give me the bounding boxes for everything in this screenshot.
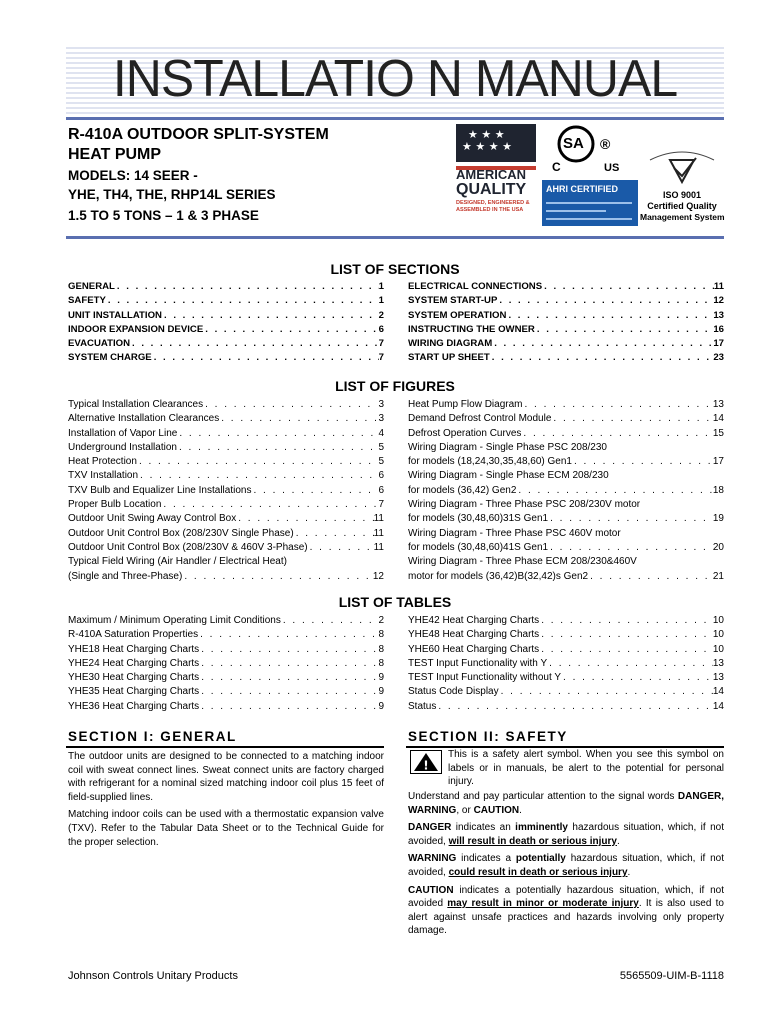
section-entry-label: SAFETY	[68, 295, 106, 307]
general-paragraph: The outdoor units are designed to be connected to a matching indoor coil with sweat connect lines. Sweat connect units are factory charged with refrigerant for a nominal sized matching indoor coil plus 15 feet of field-supplied lines.	[68, 751, 384, 803]
dot-leader	[199, 643, 378, 657]
table-entry-label: YHE36 Heat Charging Charts	[68, 700, 200, 712]
section-entry-page: 7	[378, 352, 384, 364]
section-entry	[408, 323, 724, 337]
tables-right-list	[408, 614, 724, 714]
dot-leader	[198, 628, 378, 642]
dot-leader	[219, 412, 378, 426]
figure-entry	[68, 570, 384, 584]
figure-entry	[68, 412, 384, 426]
danger-text: .	[616, 835, 620, 847]
title-banner	[66, 44, 724, 114]
table-entry-page: 9	[378, 686, 384, 698]
figure-entry-page: 12	[372, 570, 384, 582]
section-entry-page: 11	[713, 281, 724, 292]
figure-entry-page: 11	[373, 527, 384, 539]
svg-text:!: !	[423, 758, 429, 773]
signal-caution: CAUTION	[473, 804, 520, 816]
table-entry-page: 2	[378, 615, 384, 626]
danger-text: hazardous situation, which, if not avoided,	[408, 822, 724, 847]
figure-entry-label: (Single and Three-Phase)	[68, 570, 183, 582]
manual-title: INSTALLATIO N MANUAL	[112, 50, 678, 108]
dot-leader	[542, 280, 714, 294]
section-entry	[408, 294, 724, 308]
table-entry	[68, 657, 384, 671]
figure-entry-label: TXV Installation	[68, 470, 139, 482]
figure-entry-page: 15	[712, 427, 724, 439]
dot-leader	[548, 512, 713, 526]
csa-c-mark: C	[552, 160, 561, 174]
table-entry	[68, 614, 384, 628]
section-entry-page: 1	[378, 281, 384, 292]
figure-entry-page: 3	[378, 399, 384, 410]
iso-line2: Certified Quality	[647, 201, 717, 211]
figure-entry-page: 6	[378, 484, 384, 496]
dot-leader	[199, 671, 378, 685]
figure-entry-page: 17	[712, 456, 724, 468]
dot-leader	[203, 398, 378, 412]
section-entry-page: 16	[713, 323, 724, 335]
danger-emphasis: imminently	[515, 822, 568, 834]
header-bottom-rule	[66, 236, 724, 239]
section-entry-label: INSTRUCTING THE OWNER	[408, 323, 535, 335]
figure-entry-label: for models (36,42) Gen2	[408, 484, 517, 496]
table-entry-label: TEST Input Functionality without Y	[408, 672, 562, 684]
dot-leader	[436, 700, 713, 714]
dot-leader	[137, 455, 379, 469]
table-entry-label: Status	[408, 700, 437, 712]
section-entry-page: 7	[378, 338, 384, 350]
warning-text: indicates a	[456, 853, 516, 865]
csa-logo	[546, 124, 626, 174]
csa-registered-mark: ®	[600, 136, 611, 152]
figure-entry	[68, 512, 384, 526]
table-entry-page: 10	[712, 643, 724, 655]
figure-entry-label: motor for models (36,42)B(32,42)s Gen2	[408, 570, 589, 582]
dot-leader	[152, 351, 379, 365]
dot-leader	[162, 309, 379, 323]
dot-leader	[130, 337, 379, 351]
ahri-certified-logo	[542, 180, 638, 226]
section-general-body	[68, 750, 384, 853]
signal-comma: ,	[721, 791, 724, 802]
figure-entry-page: 6	[378, 470, 384, 482]
dot-leader	[497, 294, 713, 308]
caution-text: . It is also used to alert against unsafe practices and hazards involving only property damage.	[408, 898, 724, 937]
section-entry-label: SYSTEM OPERATION	[408, 309, 507, 321]
list-of-sections-title: LIST OF SECTIONS	[330, 261, 460, 277]
figure-entry-label: Outdoor Unit Control Box (208/230V & 460V 3-Phase)	[68, 541, 308, 553]
dot-leader	[182, 570, 373, 584]
dot-leader	[506, 309, 713, 323]
dot-leader	[490, 351, 714, 365]
figures-right-list	[408, 398, 724, 584]
table-entry-page: 8	[378, 643, 384, 655]
table-entry-page: 14	[712, 686, 724, 698]
figure-entry	[408, 398, 724, 412]
table-entry	[408, 657, 724, 671]
table-entry-page: 13	[712, 657, 724, 669]
dot-leader	[588, 570, 713, 584]
section-entry	[408, 337, 724, 351]
dot-leader	[551, 412, 712, 426]
table-entry-page: 10	[712, 629, 724, 641]
figure-entry-line: Typical Field Wiring (Air Handler / Electrical Heat)	[68, 556, 287, 568]
list-of-figures-title: LIST OF FIGURES	[335, 378, 455, 394]
dot-leader	[115, 280, 379, 294]
section-entry-label: EVACUATION	[68, 338, 131, 350]
caution-consequence: may result in minor or moderate injury	[447, 898, 639, 910]
table-entry-page: 9	[378, 672, 384, 684]
series-line: YHE, TH4, THE, RHP14L SERIES	[68, 187, 276, 202]
table-entry	[68, 685, 384, 699]
iso-9001-logo	[640, 150, 724, 230]
dot-leader	[106, 294, 379, 308]
dot-leader	[199, 657, 378, 671]
dot-leader	[251, 484, 378, 498]
section-entry-label: WIRING DIAGRAM	[408, 338, 493, 350]
figure-entry-label: Installation of Vapor Line	[68, 427, 178, 439]
dot-leader	[281, 614, 379, 628]
figure-entry	[68, 455, 384, 469]
dot-leader	[138, 469, 378, 483]
dot-leader	[572, 455, 713, 469]
figure-entry-page: 14	[712, 413, 724, 425]
table-entry-label: YHE35 Heat Charging Charts	[68, 686, 200, 698]
figure-entry-line: Wiring Diagram - Three Phase ECM 208/230&460V	[408, 556, 637, 568]
section-general-rule	[66, 746, 384, 748]
dot-leader	[177, 441, 378, 455]
figure-entry-label: Underground Installation	[68, 441, 177, 453]
signal-end: .	[519, 804, 522, 816]
table-entry-page: 13	[712, 672, 724, 684]
table-entry	[408, 671, 724, 685]
figure-entry-page: 13	[712, 399, 724, 410]
figure-entry-label: Heat Protection	[68, 456, 137, 468]
figure-entry	[68, 527, 384, 541]
figure-entry-page: 21	[712, 570, 724, 582]
figure-entry-label: Alternative Installation Clearances	[68, 413, 220, 425]
section-entry	[408, 351, 724, 365]
figure-entry-line: Wiring Diagram - Single Phase ECM 208/230	[408, 470, 609, 482]
section-entry-label: INDOOR EXPANSION DEVICE	[68, 323, 204, 335]
signal-or: , or	[456, 804, 474, 816]
ahri-stripe	[546, 218, 632, 220]
figure-entry-label: for models (18,24,30,35,48,60) Gen1	[408, 456, 572, 468]
dot-leader	[548, 541, 713, 555]
figure-entry-page: 20	[712, 541, 724, 553]
figure-entry	[68, 441, 384, 455]
dot-leader	[539, 643, 713, 657]
figure-entry-page: 3	[378, 413, 384, 425]
table-entry-label: YHE24 Heat Charging Charts	[68, 657, 200, 669]
dot-leader	[177, 427, 378, 441]
table-entry-label: YHE42 Heat Charging Charts	[408, 615, 540, 626]
table-entry-page: 14	[712, 700, 724, 712]
dot-leader	[547, 657, 713, 671]
table-entry-page: 10	[712, 615, 724, 626]
table-entry	[408, 643, 724, 657]
figure-entry-label: TXV Bulb and Equalizer Line Installations	[68, 484, 252, 496]
dot-leader	[522, 398, 712, 412]
caution-paragraph	[408, 884, 724, 938]
dot-leader	[539, 614, 713, 628]
sections-left-list	[68, 280, 384, 366]
table-entry	[68, 628, 384, 642]
table-entry	[68, 671, 384, 685]
warning-text: .	[627, 866, 631, 878]
figure-entry-page: 11	[373, 541, 384, 553]
figure-entry-page: 7	[378, 499, 384, 511]
dot-leader	[199, 700, 378, 714]
american-quality-tagline2: ASSEMBLED IN THE USA	[456, 207, 524, 213]
warning-consequence: could result in death or serious injury	[448, 866, 628, 878]
figure-entry-line: Wiring Diagram - Single Phase PSC 208/230	[408, 441, 607, 453]
safety-alert-text: This is a safety alert symbol. When you see this symbol on labels or in manuals, be alert to the potential for personal injury.	[448, 749, 724, 788]
signal-danger: DANGER	[677, 791, 722, 802]
models-line: MODELS: 14 SEER -	[68, 168, 198, 183]
danger-word: DANGER	[408, 822, 452, 834]
header-top-rule	[66, 117, 724, 120]
section-entry-label: UNIT INSTALLATION	[68, 309, 162, 321]
table-entry	[408, 614, 724, 628]
table-entry-label: YHE60 Heat Charging Charts	[408, 643, 540, 655]
footer-document-number: 5565509-UIM-B-1118	[619, 970, 724, 982]
section-entry-label: ELECTRICAL CONNECTIONS	[408, 281, 543, 292]
dot-leader	[561, 671, 713, 685]
american-quality-line2: QUALITY	[456, 181, 527, 198]
figure-entry	[408, 484, 724, 498]
figure-entry-page: 11	[373, 513, 384, 525]
section-entry-label: SYSTEM CHARGE	[68, 352, 152, 364]
section-general-heading: SECTION I: GENERAL	[68, 729, 237, 744]
section-entry	[68, 294, 384, 308]
figure-entry-label: Defrost Operation Curves	[408, 427, 522, 439]
dot-leader	[516, 484, 712, 498]
figure-entry-page: 5	[378, 456, 384, 468]
iso-line3: Management System	[640, 212, 725, 222]
figure-entry-label: Heat Pump Flow Diagram	[408, 399, 523, 410]
table-entry-label: TEST Input Functionality with Y	[408, 657, 548, 669]
ahri-stripe	[546, 202, 632, 204]
section-entry	[68, 280, 384, 294]
tons-line: 1.5 TO 5 TONS – 1 & 3 PHASE	[68, 208, 259, 223]
danger-text: indicates an	[451, 822, 516, 834]
section-entry-page: 17	[713, 338, 724, 350]
figure-entry-line: Wiring Diagram - Three Phase PSC 460V motor	[408, 527, 621, 539]
danger-consequence: will result in death or serious injury	[448, 835, 617, 847]
dot-leader	[161, 498, 378, 512]
american-quality-tagline1: DESIGNED, ENGINEERED &	[456, 200, 530, 206]
table-entry	[408, 685, 724, 699]
table-entry-label: YHE30 Heat Charging Charts	[68, 672, 200, 684]
figure-entry-page: 5	[378, 441, 384, 453]
figure-entry	[68, 541, 384, 555]
signal-words-paragraph	[408, 790, 724, 817]
figure-entry-label: Demand Defrost Control Module	[408, 413, 552, 425]
svg-text:★ ★ ★ ★: ★ ★ ★ ★	[462, 140, 512, 153]
section-entry	[408, 280, 724, 294]
table-entry	[408, 700, 724, 714]
dot-leader	[236, 512, 373, 526]
section-entry-page: 23	[713, 352, 724, 364]
table-entry-page: 8	[378, 657, 384, 669]
section-entry-page: 2	[378, 309, 384, 321]
dot-leader	[308, 541, 374, 555]
sections-right-list	[408, 280, 724, 366]
warning-word: WARNING	[408, 853, 457, 865]
caution-word: CAUTION	[408, 884, 454, 896]
signal-intro: Understand and pay particular attention to the signal words	[408, 791, 678, 802]
table-entry-label: YHE18 Heat Charging Charts	[68, 643, 200, 655]
figure-entry-line: Wiring Diagram - Three Phase PSC 208/230V motor	[408, 499, 641, 511]
dot-leader	[203, 323, 378, 337]
footer-company: Johnson Controls Unitary Products	[68, 970, 238, 982]
warning-paragraph	[408, 852, 724, 879]
danger-paragraph	[408, 821, 724, 848]
section-entry-label: SYSTEM START-UP	[408, 295, 498, 307]
section-entry-page: 1	[378, 295, 384, 307]
list-of-tables-title: LIST OF TABLES	[338, 594, 452, 610]
table-entry-label: YHE48 Heat Charging Charts	[408, 629, 540, 641]
warning-emphasis: potentially	[515, 853, 566, 865]
section-entry	[68, 323, 384, 337]
figure-entry	[68, 398, 384, 412]
table-entry-label: Status Code Display	[408, 686, 499, 698]
signal-warning: WARNING	[408, 804, 457, 816]
figure-entry	[408, 455, 724, 469]
csa-us-mark: US	[604, 162, 620, 174]
section-entry	[68, 309, 384, 323]
section-entry-page: 6	[378, 323, 384, 335]
section-entry-label: GENERAL	[68, 281, 115, 292]
iso-line1: ISO 9001	[662, 190, 702, 200]
american-quality-line1: AMERICAN	[456, 167, 527, 182]
dot-leader	[199, 685, 378, 699]
figure-entry	[408, 541, 724, 555]
figure-entry	[68, 498, 384, 512]
dot-leader	[535, 323, 713, 337]
dot-leader	[539, 628, 713, 642]
figure-entry	[68, 484, 384, 498]
general-paragraph: Matching indoor coils can be used with a thermostatic expansion valve (TXV). Refer to the Tabular Data Sheet or to the Technical Guide for the proper selection.	[68, 809, 384, 848]
section-entry	[68, 337, 384, 351]
section-entry-page: 12	[713, 295, 724, 307]
table-entry	[68, 643, 384, 657]
figure-entry-page: 19	[712, 513, 724, 525]
dot-leader	[499, 685, 713, 699]
figure-entry-page: 4	[378, 427, 384, 439]
ahri-stripe	[546, 210, 606, 212]
product-title-line1: R-410A OUTDOOR SPLIT-SYSTEM	[68, 126, 329, 143]
american-quality-logo	[456, 124, 538, 222]
caution-text: indicates a potentially hazardous situation, which, if not avoided	[408, 884, 724, 910]
figure-entry	[408, 570, 724, 584]
ahri-label: AHRI CERTIFIED	[546, 184, 618, 194]
figure-entry-label: Proper Bulb Location	[68, 499, 162, 511]
figure-entry	[408, 512, 724, 526]
figure-entry-label: Outdoor Unit Swing Away Control Box	[68, 513, 237, 525]
section-entry-page: 13	[713, 309, 724, 321]
figure-entry-label: for models (30,48,60)31S Gen1	[408, 513, 549, 525]
csa-mark: SA	[563, 135, 584, 152]
section-entry	[408, 309, 724, 323]
table-entry	[408, 628, 724, 642]
table-entry-label: Maximum / Minimum Operating Limit Conditions	[68, 615, 281, 626]
figure-entry-page: 18	[712, 484, 724, 496]
tables-left-list	[68, 614, 384, 714]
figure-entry	[408, 412, 724, 426]
figure-entry	[408, 427, 724, 441]
table-entry	[68, 700, 384, 714]
dot-leader	[294, 527, 374, 541]
dot-leader	[521, 427, 712, 441]
warning-text: hazardous situation, which, if not avoided,	[408, 853, 724, 878]
figure-entry-label: for models (30,48,60)41S Gen1	[408, 541, 549, 553]
product-title-line2: HEAT PUMP	[68, 146, 162, 163]
table-entry-page: 9	[378, 700, 384, 712]
figure-entry-label: Outdoor Unit Control Box (208/230V Single Phase)	[68, 527, 294, 539]
section-entry-label: START UP SHEET	[408, 352, 490, 364]
safety-body	[408, 790, 724, 942]
figure-entry	[68, 427, 384, 441]
section-safety-heading: SECTION II: SAFETY	[408, 729, 568, 744]
svg-text:★ ★ ★: ★ ★ ★	[468, 128, 505, 141]
figures-left-list	[68, 398, 384, 584]
table-entry-label: R-410A Saturation Properties	[68, 629, 199, 641]
dot-leader	[492, 337, 713, 351]
section-entry	[68, 351, 384, 365]
figure-entry	[68, 469, 384, 483]
table-entry-page: 8	[378, 629, 384, 641]
figure-entry-label: Typical Installation Clearances	[68, 399, 204, 410]
safety-alert-icon	[410, 750, 442, 774]
